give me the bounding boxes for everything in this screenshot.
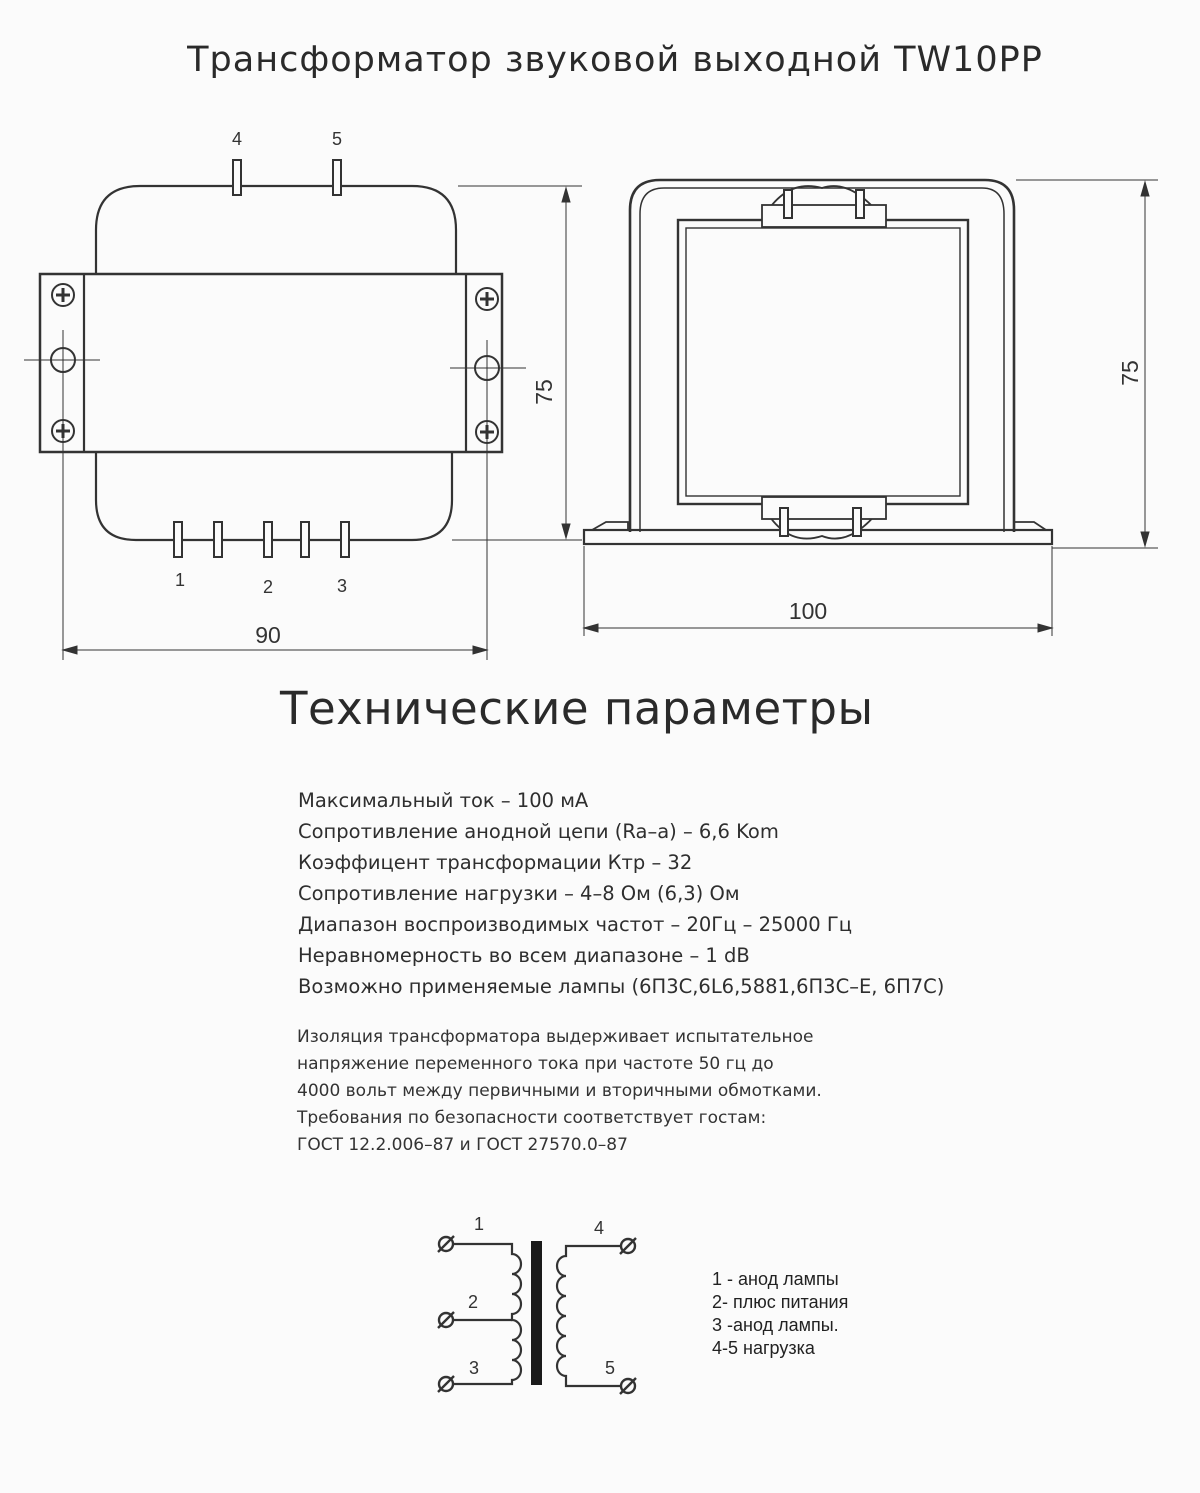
document-title: Трансформатор звуковой выходной TW10PP bbox=[187, 40, 1043, 80]
bottom-pin-label: 1 bbox=[174, 570, 186, 590]
schematic-terminal-label: 2 bbox=[467, 1292, 479, 1312]
parameter-row: Сопротивление анодной цепи (Ra–a) – 6,6 Kom bbox=[298, 820, 779, 843]
note-line: 4000 вольт между первичными и вторичными обмотками. bbox=[297, 1081, 822, 1101]
side-view-drawing bbox=[584, 180, 1158, 636]
parameter-row: Неравномерность во всем диапазоне – 1 dB bbox=[298, 944, 750, 967]
schematic-terminal-label: 4 bbox=[593, 1218, 605, 1238]
terminal-icon bbox=[438, 1236, 454, 1252]
parameter-row: Максимальный ток – 100 мА bbox=[298, 789, 589, 812]
bottom-pin-label: 3 bbox=[336, 576, 348, 596]
note-line: напряжение переменного тока при частоте 50 гц до bbox=[297, 1054, 774, 1074]
front-height-dimension: 75 bbox=[531, 379, 557, 405]
mount-hole-icon bbox=[450, 340, 526, 660]
screw-icon bbox=[476, 288, 498, 310]
side-height-dimension: 75 bbox=[1117, 360, 1143, 386]
section-heading: Технические параметры bbox=[280, 682, 874, 735]
terminal-icon bbox=[438, 1376, 454, 1392]
note-line: Изоляция трансформатора выдерживает испытательное bbox=[297, 1027, 814, 1047]
terminal-icon bbox=[620, 1238, 636, 1254]
terminal-icon bbox=[620, 1378, 636, 1394]
parameter-row: Сопротивление нагрузки – 4–8 Ом (6,3) Ом bbox=[298, 882, 740, 905]
note-line: Требования по безопасности соответствует гостам: bbox=[297, 1108, 767, 1128]
parameters-list bbox=[298, 785, 944, 1002]
note-line: ГОСТ 12.2.006–87 и ГОСТ 27570.0–87 bbox=[297, 1135, 628, 1155]
mount-hole-icon bbox=[24, 330, 100, 660]
legend-item: 3 -анод лампы. bbox=[712, 1315, 839, 1335]
schematic-terminal-label: 5 bbox=[604, 1358, 616, 1378]
parameter-row: Возможно применяемые лампы (6П3С,6L6,5881,6П3С–Е, 6П7С) bbox=[298, 975, 945, 998]
schematic-terminal-label: 3 bbox=[468, 1358, 480, 1378]
schematic-terminal-label: 1 bbox=[473, 1214, 485, 1234]
legend-item: 4-5 нагрузка bbox=[712, 1338, 815, 1358]
side-width-dimension: 100 bbox=[788, 598, 828, 624]
terminal-icon bbox=[438, 1312, 454, 1328]
schematic-legend bbox=[712, 1268, 848, 1360]
top-pin-label: 4 bbox=[231, 129, 243, 149]
legend-item: 2- плюс питания bbox=[712, 1292, 849, 1312]
legend-item: 1 - анод лампы bbox=[712, 1269, 839, 1289]
front-view-drawing bbox=[24, 160, 582, 660]
front-width-dimension: 90 bbox=[255, 622, 281, 648]
screw-icon bbox=[52, 284, 74, 306]
insulation-notes bbox=[297, 1024, 822, 1159]
parameter-row: Диапазон воспроизводимых частот – 20Гц – 25000 Гц bbox=[298, 913, 852, 936]
parameter-row: Коэффицент трансформации Ктр – 32 bbox=[298, 851, 693, 874]
top-pin-label: 5 bbox=[331, 129, 343, 149]
bottom-pin-label: 2 bbox=[262, 577, 274, 597]
